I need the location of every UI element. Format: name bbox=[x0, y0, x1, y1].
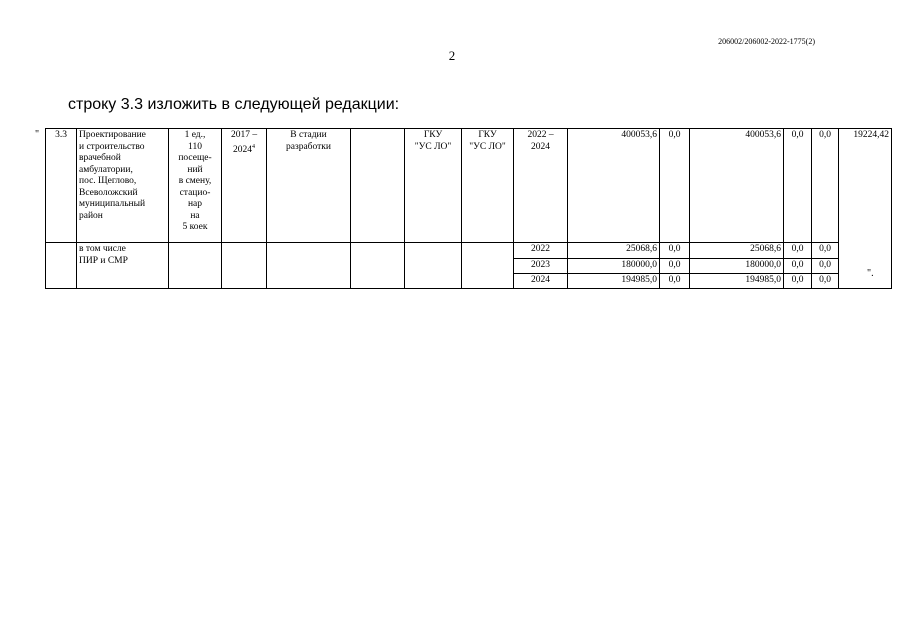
subrow-local: 0,0 bbox=[784, 259, 812, 274]
customer: ГКУ "УС ЛО" bbox=[405, 129, 462, 243]
subrow-label: в том числе ПИР и СМР bbox=[77, 243, 169, 289]
subrow-local: 0,0 bbox=[784, 243, 812, 259]
empty-cell bbox=[351, 243, 405, 289]
subrow-federal: 0,0 bbox=[660, 274, 690, 289]
table-row bbox=[46, 243, 892, 259]
quote-close: ". bbox=[867, 268, 874, 279]
object-name: Проектирование и строительство врачебной амбулатории, пос. Щеглово, Всеволожский муниципальный район bbox=[77, 129, 169, 243]
subrow-regional: 25068,6 bbox=[690, 243, 784, 259]
design-status: В стадии разработки bbox=[267, 129, 351, 243]
subrow-total: 194985,0 bbox=[568, 274, 660, 289]
quote-open: " bbox=[35, 129, 40, 140]
empty-cell bbox=[462, 243, 514, 289]
subrow-year: 2023 bbox=[514, 259, 568, 274]
funding-period: 2022 – 2024 bbox=[514, 129, 568, 243]
subrow-regional: 180000,0 bbox=[690, 259, 784, 274]
empty-cell bbox=[46, 243, 77, 289]
last-value: 19224,42 bbox=[839, 129, 892, 289]
executor: ГКУ "УС ЛО" bbox=[462, 129, 514, 243]
construction-years: 2017 – 2024$^4$ bbox=[222, 129, 267, 243]
subrow-local: 0,0 bbox=[784, 274, 812, 289]
subrow-other: 0,0 bbox=[812, 243, 839, 259]
subrow-total: 25068,6 bbox=[568, 243, 660, 259]
regional-amount: 400053,6 bbox=[690, 129, 784, 243]
subrow-federal: 0,0 bbox=[660, 243, 690, 259]
empty-cell bbox=[405, 243, 462, 289]
row-number: 3.3 bbox=[46, 129, 77, 243]
local-amount: 0,0 bbox=[784, 129, 812, 243]
program-table bbox=[45, 128, 892, 289]
subrow-other: 0,0 bbox=[812, 274, 839, 289]
other-amount: 0,0 bbox=[812, 129, 839, 243]
subrow-year: 2022 bbox=[514, 243, 568, 259]
page-number: 2 bbox=[448, 48, 456, 63]
total-amount: 400053,6 bbox=[568, 129, 660, 243]
capacity: 1 ед., 110 посеще- ний в смену, стацио- нар на 5 коек bbox=[169, 129, 222, 243]
subrow-total: 180000,0 bbox=[568, 259, 660, 274]
subrow-federal: 0,0 bbox=[660, 259, 690, 274]
federal-amount: 0,0 bbox=[660, 129, 690, 243]
empty-cell bbox=[222, 243, 267, 289]
table-row-main bbox=[46, 129, 892, 243]
subrow-other: 0,0 bbox=[812, 259, 839, 274]
empty-cell bbox=[267, 243, 351, 289]
document-number: 206002/206002-2022-1775(2) bbox=[718, 37, 815, 46]
empty-cell bbox=[351, 129, 405, 243]
subrow-year: 2024 bbox=[514, 274, 568, 289]
empty-cell bbox=[169, 243, 222, 289]
subrow-regional: 194985,0 bbox=[690, 274, 784, 289]
instruction-text: строку 3.3 изложить в следующей редакции: bbox=[68, 96, 400, 113]
